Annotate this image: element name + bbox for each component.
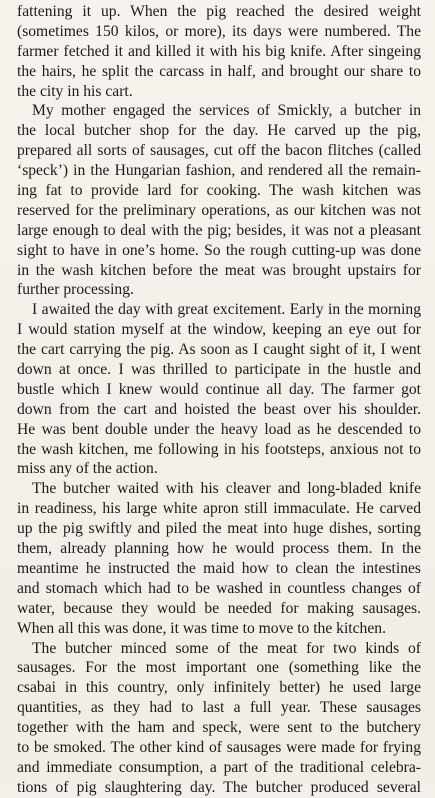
text-line: large enough to deal with the pig; besides, it was not a pleasant bbox=[17, 221, 421, 239]
text-line: down from the cart and hoisted the beast over his shoulder. bbox=[17, 400, 421, 418]
paragraph-1 bbox=[17, 2, 421, 101]
text-line: sight to have in one’s home. So the rough cutting-up was done bbox=[17, 241, 421, 259]
text-line: and immediate consumption, a part of the traditional celebra- bbox=[17, 758, 421, 776]
text-line: and stomach which had to be washed in countless changes of bbox=[17, 579, 421, 597]
text-line: tions of pig slaughtering day. The butcher produced several bbox=[17, 778, 421, 796]
text-line: He was bent double under the heavy load as he descended to bbox=[17, 420, 421, 438]
paragraph-4 bbox=[17, 479, 421, 638]
text-line: ‘speck’) in the Hungarian fashion, and rendered all the remain- bbox=[17, 162, 421, 180]
paragraph-3 bbox=[17, 300, 421, 479]
text-line: prepared all sorts of sausages, cut off the bacon flitches (called bbox=[17, 142, 421, 160]
text-line: I would station myself at the window, keeping an eye out for bbox=[17, 321, 421, 339]
text-line: My mother engaged the services of Smickly, a butcher in bbox=[32, 102, 421, 120]
text-line: reserved for the preliminary operations, as our kitchen was not bbox=[17, 201, 421, 219]
text-line: together with the ham and speck, were sent to the butchery bbox=[17, 719, 421, 737]
text-line: to be smoked. The other kind of sausages were made for frying bbox=[17, 738, 421, 756]
text-line: water, because they would be needed for making sausages. bbox=[17, 599, 421, 617]
text-line: miss any of the action. bbox=[17, 460, 158, 478]
text-line: the wash kitchen, me following in his footsteps, anxious not to bbox=[17, 440, 421, 458]
text-line: farmer fetched it and killed it with his big knife. After singeing bbox=[17, 42, 421, 60]
text-line: further processing. bbox=[17, 281, 134, 299]
text-line: the cart carrying the pig. As soon as I caught sight of it, I went bbox=[17, 341, 421, 359]
text-line: the hairs, he split the carcass in half, and brought our share to bbox=[17, 62, 421, 80]
text-line: The butcher waited with his cleaver and long-bladed knife bbox=[32, 480, 421, 498]
text-line: bustle which I knew would continue all day. The farmer got bbox=[17, 380, 421, 398]
text-line: them, already planning how he would process them. In the bbox=[17, 540, 421, 558]
text-line: I awaited the day with great excitement. Early in the morning bbox=[32, 301, 421, 319]
text-line: the local butcher shop for the day. He carved up the pig, bbox=[17, 122, 421, 140]
text-line: (sometimes 150 kilos, or more), its days were numbered. The bbox=[17, 22, 421, 40]
text-line: fattening it up. When the pig reached the desired weight bbox=[17, 3, 421, 20]
text-line: in readiness, his large white apron still immaculate. He carved bbox=[17, 500, 421, 518]
text-line: in the wash kitchen before the meat was brought upstairs for bbox=[17, 261, 421, 279]
text-line: When all this was done, it was time to move to the kitchen. bbox=[17, 619, 386, 637]
text-line: the city in his cart. bbox=[17, 82, 133, 100]
text-line: sausages. For the most important one (something like the bbox=[17, 659, 421, 677]
body-text bbox=[17, 2, 421, 798]
text-line: ing fat to provide lard for cooking. The wash kitchen was bbox=[17, 182, 421, 200]
text-line: quantities, as they had to last a full year. These sausages bbox=[17, 699, 421, 717]
text-line: The butcher minced some of the meat for two kinds of bbox=[32, 639, 421, 657]
paragraph-2 bbox=[17, 101, 421, 300]
paragraph-5 bbox=[17, 639, 421, 798]
text-line: up the pig swiftly and piled the meat into huge dishes, sorting bbox=[17, 520, 421, 538]
text-line: down at once. I was thrilled to participate in the hustle and bbox=[17, 361, 421, 379]
text-line: csabai in this country, only infinitely better) he used large bbox=[17, 679, 421, 697]
text-line: meantime he instructed the maid how to clean the intestines bbox=[17, 559, 421, 577]
